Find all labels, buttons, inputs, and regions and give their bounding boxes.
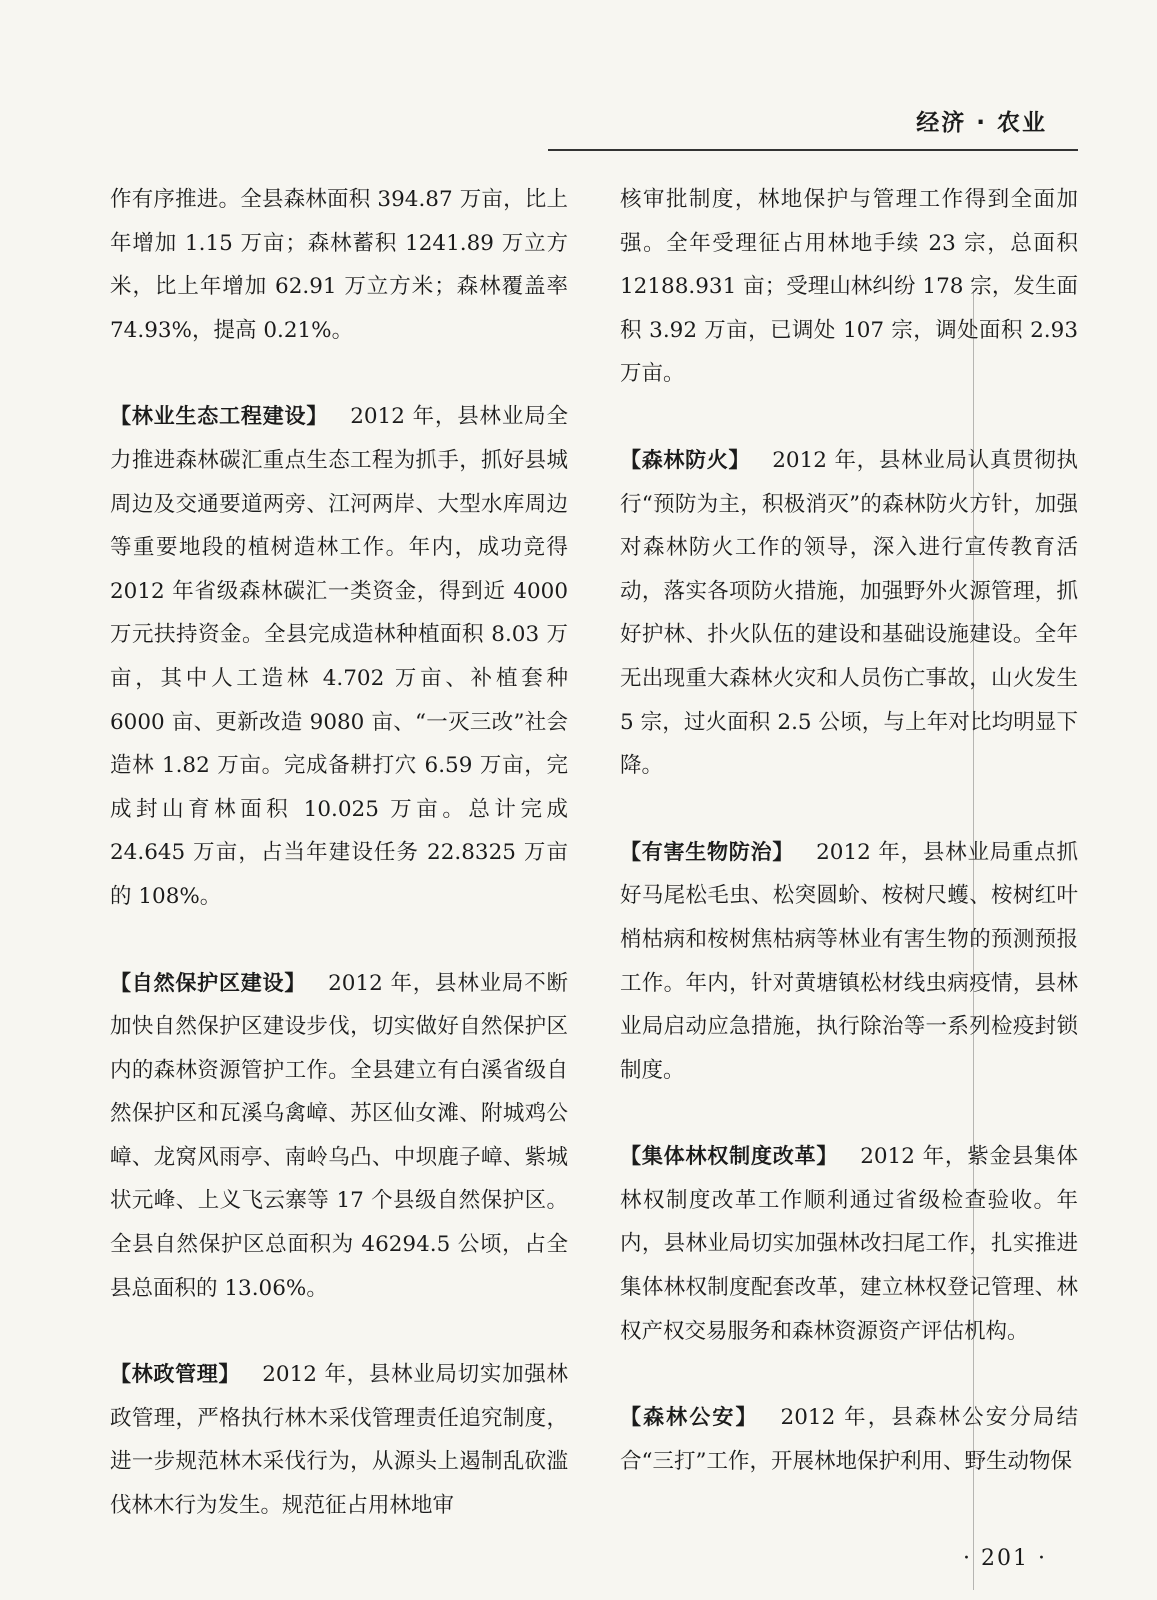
section-pest-control	[620, 831, 1078, 1093]
section-body: 2012 年，县林业局认真贯彻执行“预防为主，积极消灭”的森林防火方针，加强对森林防火工作的领导，深入进行宣传教育活动，落实各项防火措施，加强野外火源管理，抓好护林、扑火队伍的建设和基础设施建设。全年无出现重大森林火灾和人员伤亡事故，山火发生 5 宗，过火面积 2.5 公顷，与上年对比均明显下降。	[620, 447, 1078, 779]
section-forest-police	[620, 1396, 1078, 1483]
section-fire-prevention	[620, 439, 1078, 788]
page-number: · 201 ·	[963, 1546, 1047, 1571]
section-heading: 【林政管理】	[110, 1362, 241, 1387]
section-forest-rights-reform	[620, 1135, 1078, 1353]
section-forestry-ecology	[110, 395, 568, 918]
section-heading: 【森林防火】	[620, 447, 751, 472]
section-body: 2012 年，县林业局全力推进森林碳汇重点生态工程为抓手，抓好县城周边及交通要道两旁、江河两岸、大型水库周边等重要地段的植树造林工作。年内，成功竞得 2012 年省级森林碳汇一类资金，得到近 4000 万元扶持资金。全县完成造林种植面积 8.03 万亩，其中人工造林 4.702 万亩、补植套种 6000 亩、更新改造 9080 亩、“一灭三改”社会造林 1.82 万亩。完成备耕打穴 6.59 万亩，完成封山育林面积 10.025 万亩。总计完成 24.645 万亩，占当年建设任务 22.8325 万亩的 108%。	[110, 404, 568, 909]
section-heading: 【有害生物防治】	[620, 839, 795, 864]
scan-artifact-line	[973, 290, 974, 1590]
section-heading: 【集体林权制度改革】	[620, 1144, 839, 1169]
section-body: 2012 年，县林业局不断加快自然保护区建设步伐，切实做好自然保护区内的森林资源管护工作。全县建立有白溪省级自然保护区和瓦溪乌禽嶂、苏区仙女滩、附城鸡公嶂、龙窝风雨亭、南岭乌凸、中坝鹿子嶂、紫城状元峰、上义飞云寨等 17 个县级自然保护区。全县自然保护区总面积为 46294.5 公顷，占全县总面积的 13.06%。	[110, 970, 568, 1301]
section-body: 2012 年，县森林公安分局结合“三打”工作，开展林地保护利用、野生动物保	[620, 1405, 1078, 1474]
section-body: 2012 年，县林业局重点抓好马尾松毛虫、松突圆蚧、桉树尺蠖、桉树红叶梢枯病和桉树焦枯病等林业有害生物的预测预报工作。年内，针对黄塘镇松材线虫病疫情，县林业局启动应急措施，执行除治等一系列检疫封锁制度。	[620, 839, 1078, 1083]
left-intro-paragraph: 作有序推进。全县森林面积 394.87 万亩，比上年增加 1.15 万亩；森林蓄积 1241.89 万立方米，比上年增加 62.91 万立方米；森林覆盖率 74.93%，提高 0.21%。	[110, 187, 568, 343]
section-forest-administration	[110, 1353, 568, 1527]
left-column	[110, 178, 568, 1528]
section-body: 2012 年，县林业局切实加强林政管理，严格执行林木采伐管理责任追究制度，进一步规范林木采伐行为，从源头上遏制乱砍滥伐林木行为发生。规范征占用林地审	[110, 1362, 568, 1519]
section-nature-reserve	[110, 962, 568, 1311]
right-intro-paragraph: 核审批制度，林地保护与管理工作得到全面加强。全年受理征占用林地手续 23 宗，总面积 12188.931 亩；受理山林纠纷 178 宗，发生面积 3.92 万亩，已调处 107 宗，调处面积 2.93 万亩。	[620, 187, 1078, 387]
section-heading: 【林业生态工程建设】	[110, 404, 329, 429]
header-rule	[548, 149, 1078, 151]
running-header: 经济 · 农业	[916, 110, 1047, 136]
section-body: 2012 年，紫金县集体林权制度改革工作顺利通过省级检查验收。年内，县林业局切实加强林改扫尾工作，扎实推进集体林权制度配套改革，建立林权登记管理、林权产权交易服务和森林资源资产评估机构。	[620, 1144, 1078, 1344]
section-heading: 【自然保护区建设】	[110, 970, 307, 995]
section-heading: 【森林公安】	[620, 1405, 759, 1430]
right-column	[620, 178, 1078, 1483]
